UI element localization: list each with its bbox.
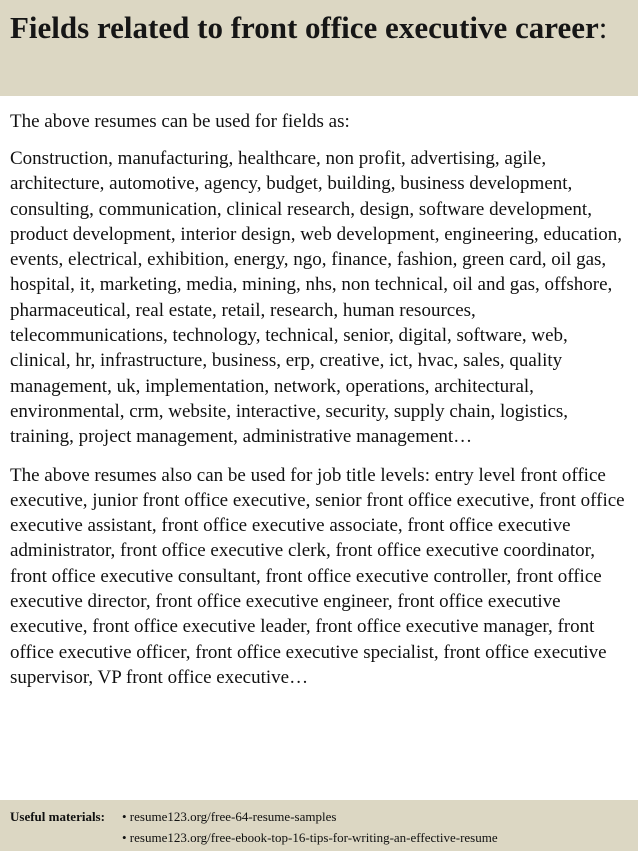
page-title-colon: :	[598, 10, 608, 45]
footer-label	[10, 806, 122, 827]
footer-useful-materials	[0, 800, 638, 851]
intro-text: The above resumes can be used for fields as:	[10, 111, 350, 132]
footer-link-resume-samples[interactable]: • resume123.org/free-64-resume-samples	[122, 809, 337, 824]
footer-label-text: Useful materials	[10, 809, 101, 824]
job-levels-paragraph: The above resumes also can be used for job title levels: entry level front office executive, junior front office executive, senior front office executive, front office executive assistant, front office executive associate, front office executive administrator, front office executive clerk, front office executive coordinator, front office executive consultant, front office executive controller, front office executive director, front office executive engineer, front office executive executive, front office executive leader, front office executive manager, front office executive officer, front office executive specialist, front office executive supervisor, VP front office executive…	[10, 464, 625, 688]
footer-row-first	[10, 806, 628, 827]
main-content	[10, 109, 632, 690]
footer-link-ebook-tips[interactable]: • resume123.org/free-ebook-top-16-tips-for-writing-an-effective-resume	[122, 830, 498, 845]
footer-label-colon: :	[100, 809, 105, 824]
header-banner	[0, 0, 638, 96]
page-title	[10, 8, 628, 48]
footer-row-second	[10, 827, 628, 848]
fields-paragraph: Construction, manufacturing, healthcare, non profit, advertising, agile, architecture, automotive, agency, budget, building, business development, consulting, communication, clinical research, design, software development, product development, interior design, web development, engineering, education, events, electrical, exhibition, energy, ngo, finance, fashion, green card, oil gas, hospital, it, marketing, media, mining, nhs, non technical, oil and gas, offshore, pharmaceutical, real estate, retail, research, human resources, telecommunications, technology, technical, senior, digital, software, web, clinical, hr, infrastructure, business, erp, creative, ict, hvac, sales, quality management, uk, implementation, network, operations, architectural, environmental, crm, website, interactive, security, supply chain, logistics, training, project management, administrative management…	[10, 148, 623, 448]
page-title-text: Fields related to front office executive career	[10, 10, 599, 45]
